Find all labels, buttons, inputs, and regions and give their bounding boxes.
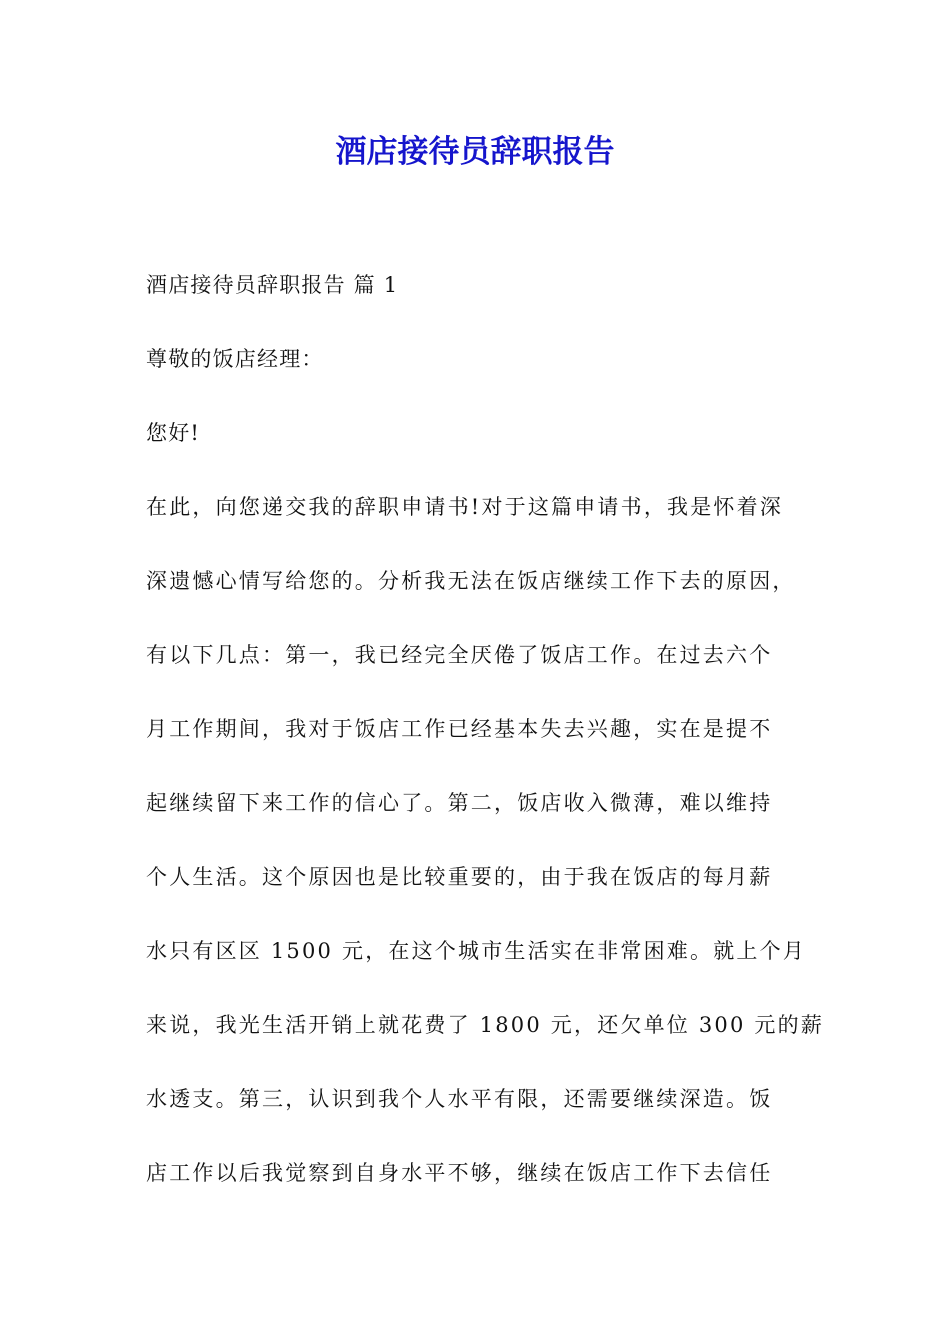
salutation: 尊敬的饭店经理： [146,347,324,371]
paragraph-line: 水透支。第三，认识到我个人水平有限，还需要继续深造。饭 [146,1087,773,1111]
paragraph-line: 深遗憾心情写给您的。分析我无法在饭店继续工作下去的原因， [146,569,796,593]
document-body [146,263,826,1225]
paragraph-line: 个人生活。这个原因也是比较重要的，由于我在饭店的每月薪 [146,865,773,889]
paragraph-line: 有以下几点：第一，我已经完全厌倦了饭店工作。在过去六个 [146,643,773,667]
paragraph-line: 店工作以后我觉察到自身水平不够，继续在饭店工作下去信任 [146,1161,773,1185]
greeting: 您好! [146,421,201,445]
paragraph-line: 在此，向您递交我的辞职申请书!对于这篇申请书，我是怀着深 [146,495,784,519]
document-title: 酒店接待员辞职报告 [335,134,615,170]
section-heading: 酒店接待员辞职报告 篇 1 [146,273,399,297]
paragraph-line: 来说，我光生活开销上就花费了 1800 元，还欠单位 300 元的薪 [146,1013,825,1037]
paragraph [146,485,826,1225]
paragraph-line: 水只有区区 1500 元，在这个城市生活实在非常困难。就上个月 [146,939,806,963]
paragraph-line: 起继续留下来工作的信心了。第二，饭店收入微薄，难以维持 [146,791,773,815]
paragraph-line: 月工作期间，我对于饭店工作已经基本失去兴趣，实在是提不 [146,717,773,741]
